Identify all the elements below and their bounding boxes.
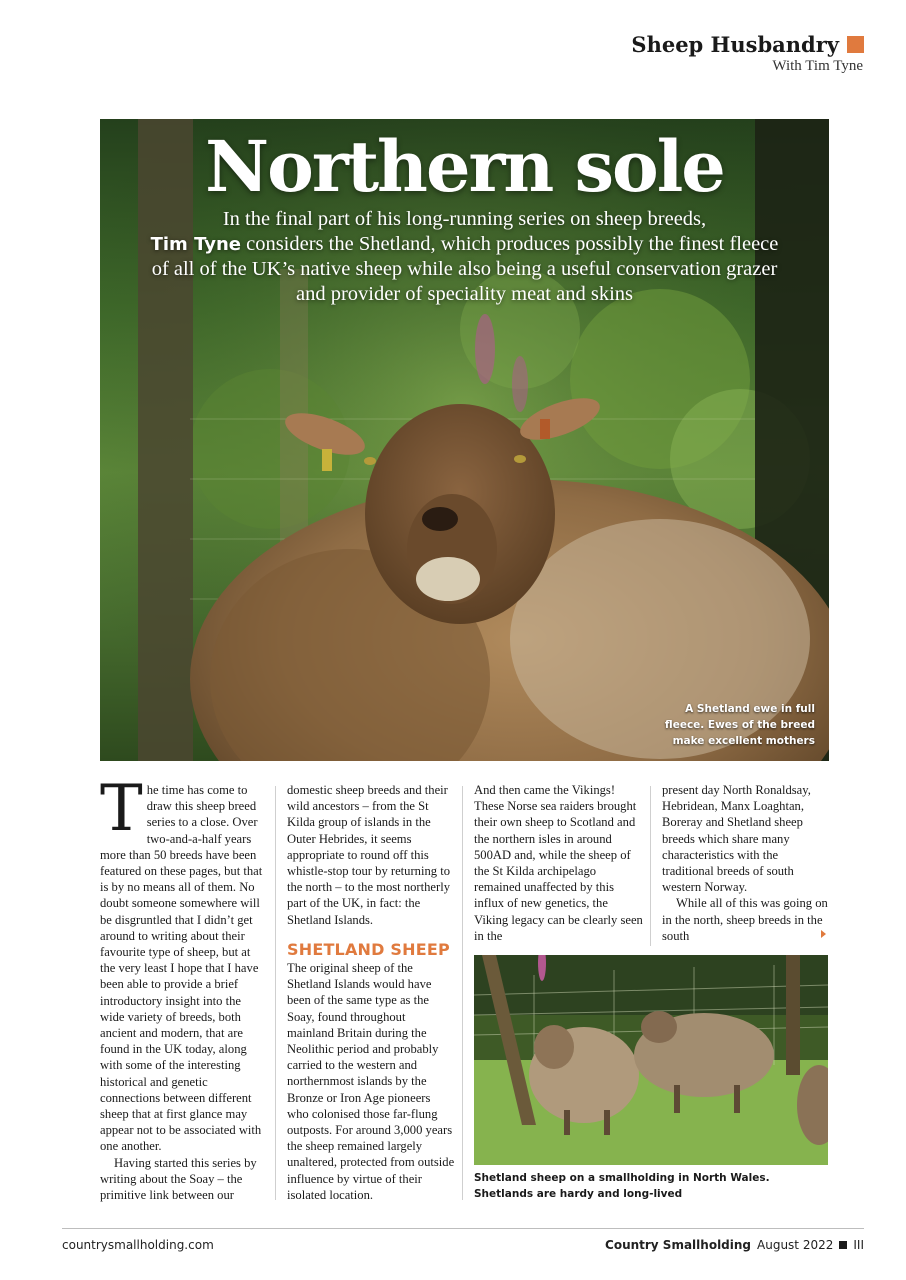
magazine-name: Country Smallholding <box>605 1238 752 1252</box>
standfirst-author: Tim Tyne <box>150 234 241 255</box>
drop-cap: T <box>100 772 143 846</box>
article-paragraph: While all of this was going on in the north, sheep breeds in the south <box>662 896 828 943</box>
paragraph-text: he time has come to draw this sheep breed series to a close. Over two-and-a-half years more than 50 breeds have been featured on these pages, but that is by no means all of them. No doubt someone somewhere will be disgruntled that I didn’t get around to writing about their favourite type of sheep, but at the very least I hope that I have been able to provide a brief introductory insight into the wide variety of breeds, both ancient and modern, that are found in the UK today, along with some of the interesting historical and genetic connections between different sheep that at first glance may appear not to be associated with one another. <box>100 783 263 1154</box>
section-subhead: SHETLAND SHEEP <box>287 939 450 959</box>
standfirst-body: considers the Shetland, which produces possibly the finest fleece of all of the UK’s native sheep while also being a useful conservation grazer and provider of speciality meat and skins <box>151 233 779 305</box>
continue-arrow-icon <box>821 930 826 938</box>
article-paragraph: present day North Ronaldsay, Hebridean, Manx Loaghtan, Boreray and Shetland sheep breeds which share many characteristics with the traditional breeds of south western Norway. <box>662 783 811 895</box>
headline: Northern sole <box>205 125 724 208</box>
article-column-2 <box>287 782 455 1203</box>
article-paragraph: And then came the Vikings! These Norse sea raiders brought their own sheep to Scotland and the northern isles in around 500AD and, while the sheep of the St Kilda archipelago remained unaffected by this influx of new genetics, the Viking legacy can be clearly seen in the <box>474 783 643 943</box>
hero-caption: A Shetland ewe in full fleece. Ewes of the breed make excellent mothers <box>664 703 815 747</box>
column-divider <box>275 786 276 1200</box>
article-paragraph: The original sheep of the Shetland Islands would have been of the same type as the Soay, found throughout mainland Britain during the Neolithic period and probably carried to the western and northernmost islands by the Bronze or Iron Age pioneers who colonised those far-flung outposts. For around 3,000 years the sheep remained largely unaltered, protected from outside influence by virtue of their isolated location. <box>287 961 455 1202</box>
secondary-photo <box>474 955 828 1165</box>
column-divider <box>462 786 463 1200</box>
footer-divider <box>62 1228 864 1229</box>
secondary-caption: Shetland sheep on a smallholding in North Wales. Shetlands are hardy and long-lived <box>474 1172 770 1200</box>
issue-date: August 2022 <box>757 1238 834 1252</box>
section-title: Sheep Husbandry <box>631 32 839 57</box>
footer-folio <box>605 1238 864 1252</box>
column-divider <box>650 786 651 946</box>
folio-square-icon <box>839 1241 847 1249</box>
sheep-in-field-illustration <box>474 955 828 1165</box>
footer-website: countrysmallholding.com <box>62 1238 214 1252</box>
article-paragraph: Having started this series by writing about the Soay – the primitive link between our <box>100 1155 257 1203</box>
hero-photo <box>100 119 829 761</box>
standfirst-intro: In the final part of his long-running series on sheep breeds, <box>222 208 707 230</box>
standfirst <box>140 207 789 307</box>
article-paragraph: domestic sheep breeds and their wild ancestors – from the St Kilda group of islands in the Outer Hebrides, it seems appropriate to round off this whistle-stop tour by returning to the north – to the most northerly part of the UK, in fact: the Shetland Islands. <box>287 783 450 927</box>
article-column-1 <box>100 772 263 1203</box>
section-header <box>631 32 864 75</box>
series-byline: With Tim Tyne <box>772 58 863 74</box>
article-paragraph <box>100 772 263 1155</box>
page-number: III <box>853 1238 864 1252</box>
section-marker-icon <box>847 36 864 53</box>
article-column-3 <box>474 782 644 944</box>
article-column-4 <box>662 782 828 944</box>
